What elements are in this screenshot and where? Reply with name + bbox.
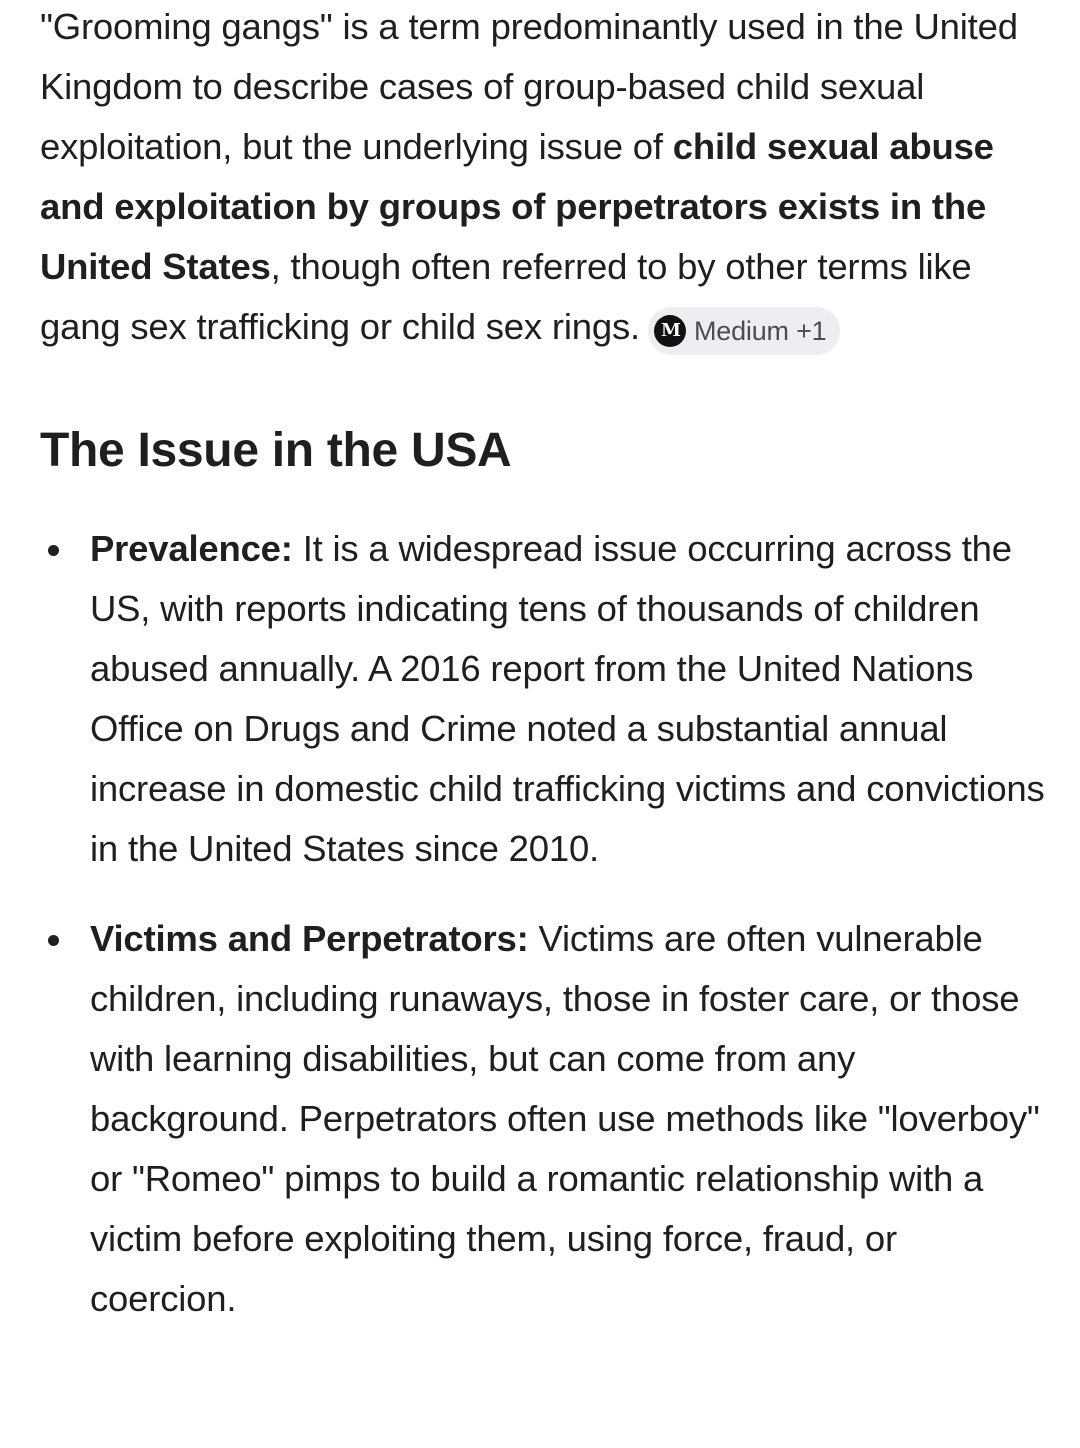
- source-chip[interactable]: [648, 307, 841, 355]
- bullet-item-prevalence: [40, 519, 1050, 879]
- intro-text-start: "Grooming gangs" is a term predominantly used in the United Kingdom to describe cases of group-based child sexual exploitation, but the underlying issue of: [40, 6, 1018, 167]
- source-chip-label: Medium +1: [693, 316, 827, 346]
- intro-paragraph: [40, 0, 1050, 357]
- bullet-item-victims-perpetrators: [40, 909, 1050, 1329]
- bullet-body: It is a widespread issue occurring across the US, with reports indicating tens of thousands of children abused annually. A 2016 report from the United Nations Office on Drugs and Crime noted a substantial annual increase in domestic child trafficking victims and convictions in the United States since 2010.: [90, 528, 1045, 869]
- bullet-title: Prevalence:: [90, 528, 293, 569]
- section-heading: The Issue in the USA: [40, 424, 512, 477]
- bullet-dot: [48, 545, 59, 556]
- answer-content: [40, 0, 1050, 1359]
- bullet-list: [40, 519, 1050, 1329]
- intro-text-end: , though often referred to by other terms like gang sex trafficking or child sex rings.: [40, 246, 972, 347]
- intro-bold-text: child sexual abuse and exploitation by groups of perpetrators exists in the United States: [40, 126, 994, 287]
- bullet-title: Victims and Perpetrators:: [90, 918, 529, 959]
- medium-logo-icon: M: [654, 315, 686, 347]
- bullet-text: [90, 519, 1050, 879]
- bullet-text: [90, 909, 1050, 1329]
- bullet-body: Victims are often vulnerable children, including runaways, those in foster care, or those with learning disabilities, but can come from any background. Perpetrators often use methods like "loverboy" or "Romeo" pimps to build a romantic relationship with a victim before exploiting them, using force, fraud, or coercion.: [90, 918, 1040, 1319]
- bullet-dot: [48, 935, 59, 946]
